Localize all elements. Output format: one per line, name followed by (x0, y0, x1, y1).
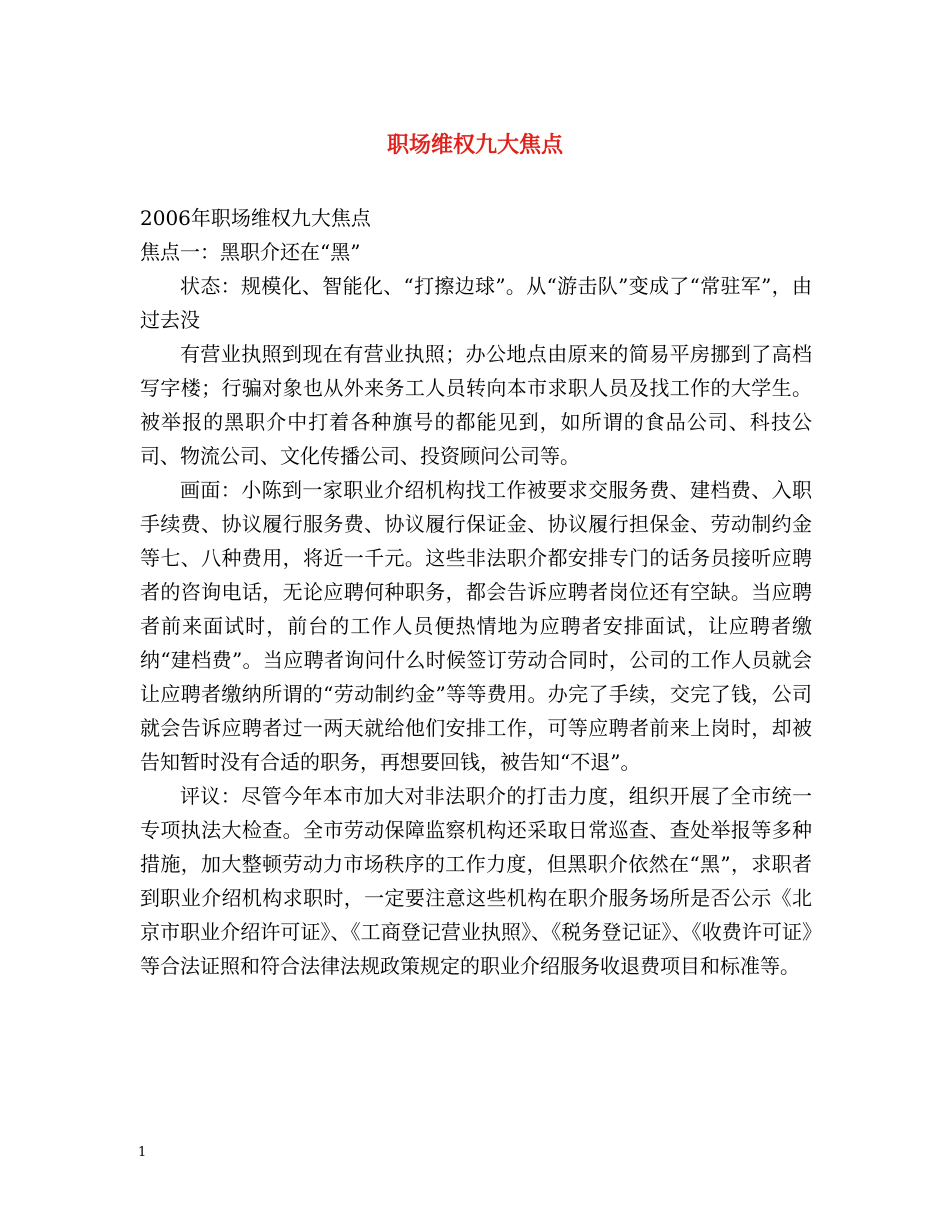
section-heading: 焦点一：黑职介还在“黑” (140, 240, 361, 264)
paragraph: 状态：规模化、智能化、“打擦边球”。从“游击队”变成了“常驻军”，由过去没 (140, 274, 812, 332)
paragraph: 有营业执照到现在有营业执照；办公地点由原来的简易平房挪到了高档写字楼；行骗对象也从外来务工人员转向本市求职人员及找工作的大学生。被举报的黑职介中打着各种旗号的都能见到，如所谓的食品公司、科技公司、物流公司、文化传播公司、投资顾问公司等。 (140, 342, 812, 468)
document-body (140, 201, 812, 983)
paragraph: 2006年职场维权九大焦点 (140, 206, 371, 230)
paragraph: 评议：尽管今年本市加大对非法职介的打击力度，组织开展了全市统一专项执法大检查。全市劳动保障监察机构还采取日常巡查、查处举报等多种措施，加大整顿劳动力市场秩序的工作力度，但黑职介依然在“黑”，求职者到职业介绍机构求职时，一定要注意这些机构在职介服务场所是否公示《北京市职业介绍许可证》、《工商登记营业执照》、《税务登记证》、《收费许可证》等合法证照和符合法律法规政策规定的职业介绍服务收退费项目和标准等。 (140, 784, 812, 978)
page-number: 1 (138, 1145, 147, 1160)
document-title: 职场维权九大焦点 (386, 132, 563, 158)
paragraph: 画面：小陈到一家职业介绍机构找工作被要求交服务费、建档费、入职手续费、协议履行服务费、协议履行保证金、协议履行担保金、劳动制约金等七、八种费用，将近一千元。这些非法职介都安排专门的话务员接听应聘者的咨询电话，无论应聘何种职务，都会告诉应聘者岗位还有空缺。当应聘者前来面试时，前台的工作人员便热情地为应聘者安排面试，让应聘者缴纳“建档费”。当应聘者询问什么时候签订劳动合同时，公司的工作人员就会让应聘者缴纳所谓的“劳动制约金”等等费用。办完了手续，交完了钱，公司就会告诉应聘者过一两天就给他们安排工作，可等应聘者前来上岗时，却被告知暂时没有合适的职务，再想要回钱，被告知“不退”。 (140, 478, 812, 774)
